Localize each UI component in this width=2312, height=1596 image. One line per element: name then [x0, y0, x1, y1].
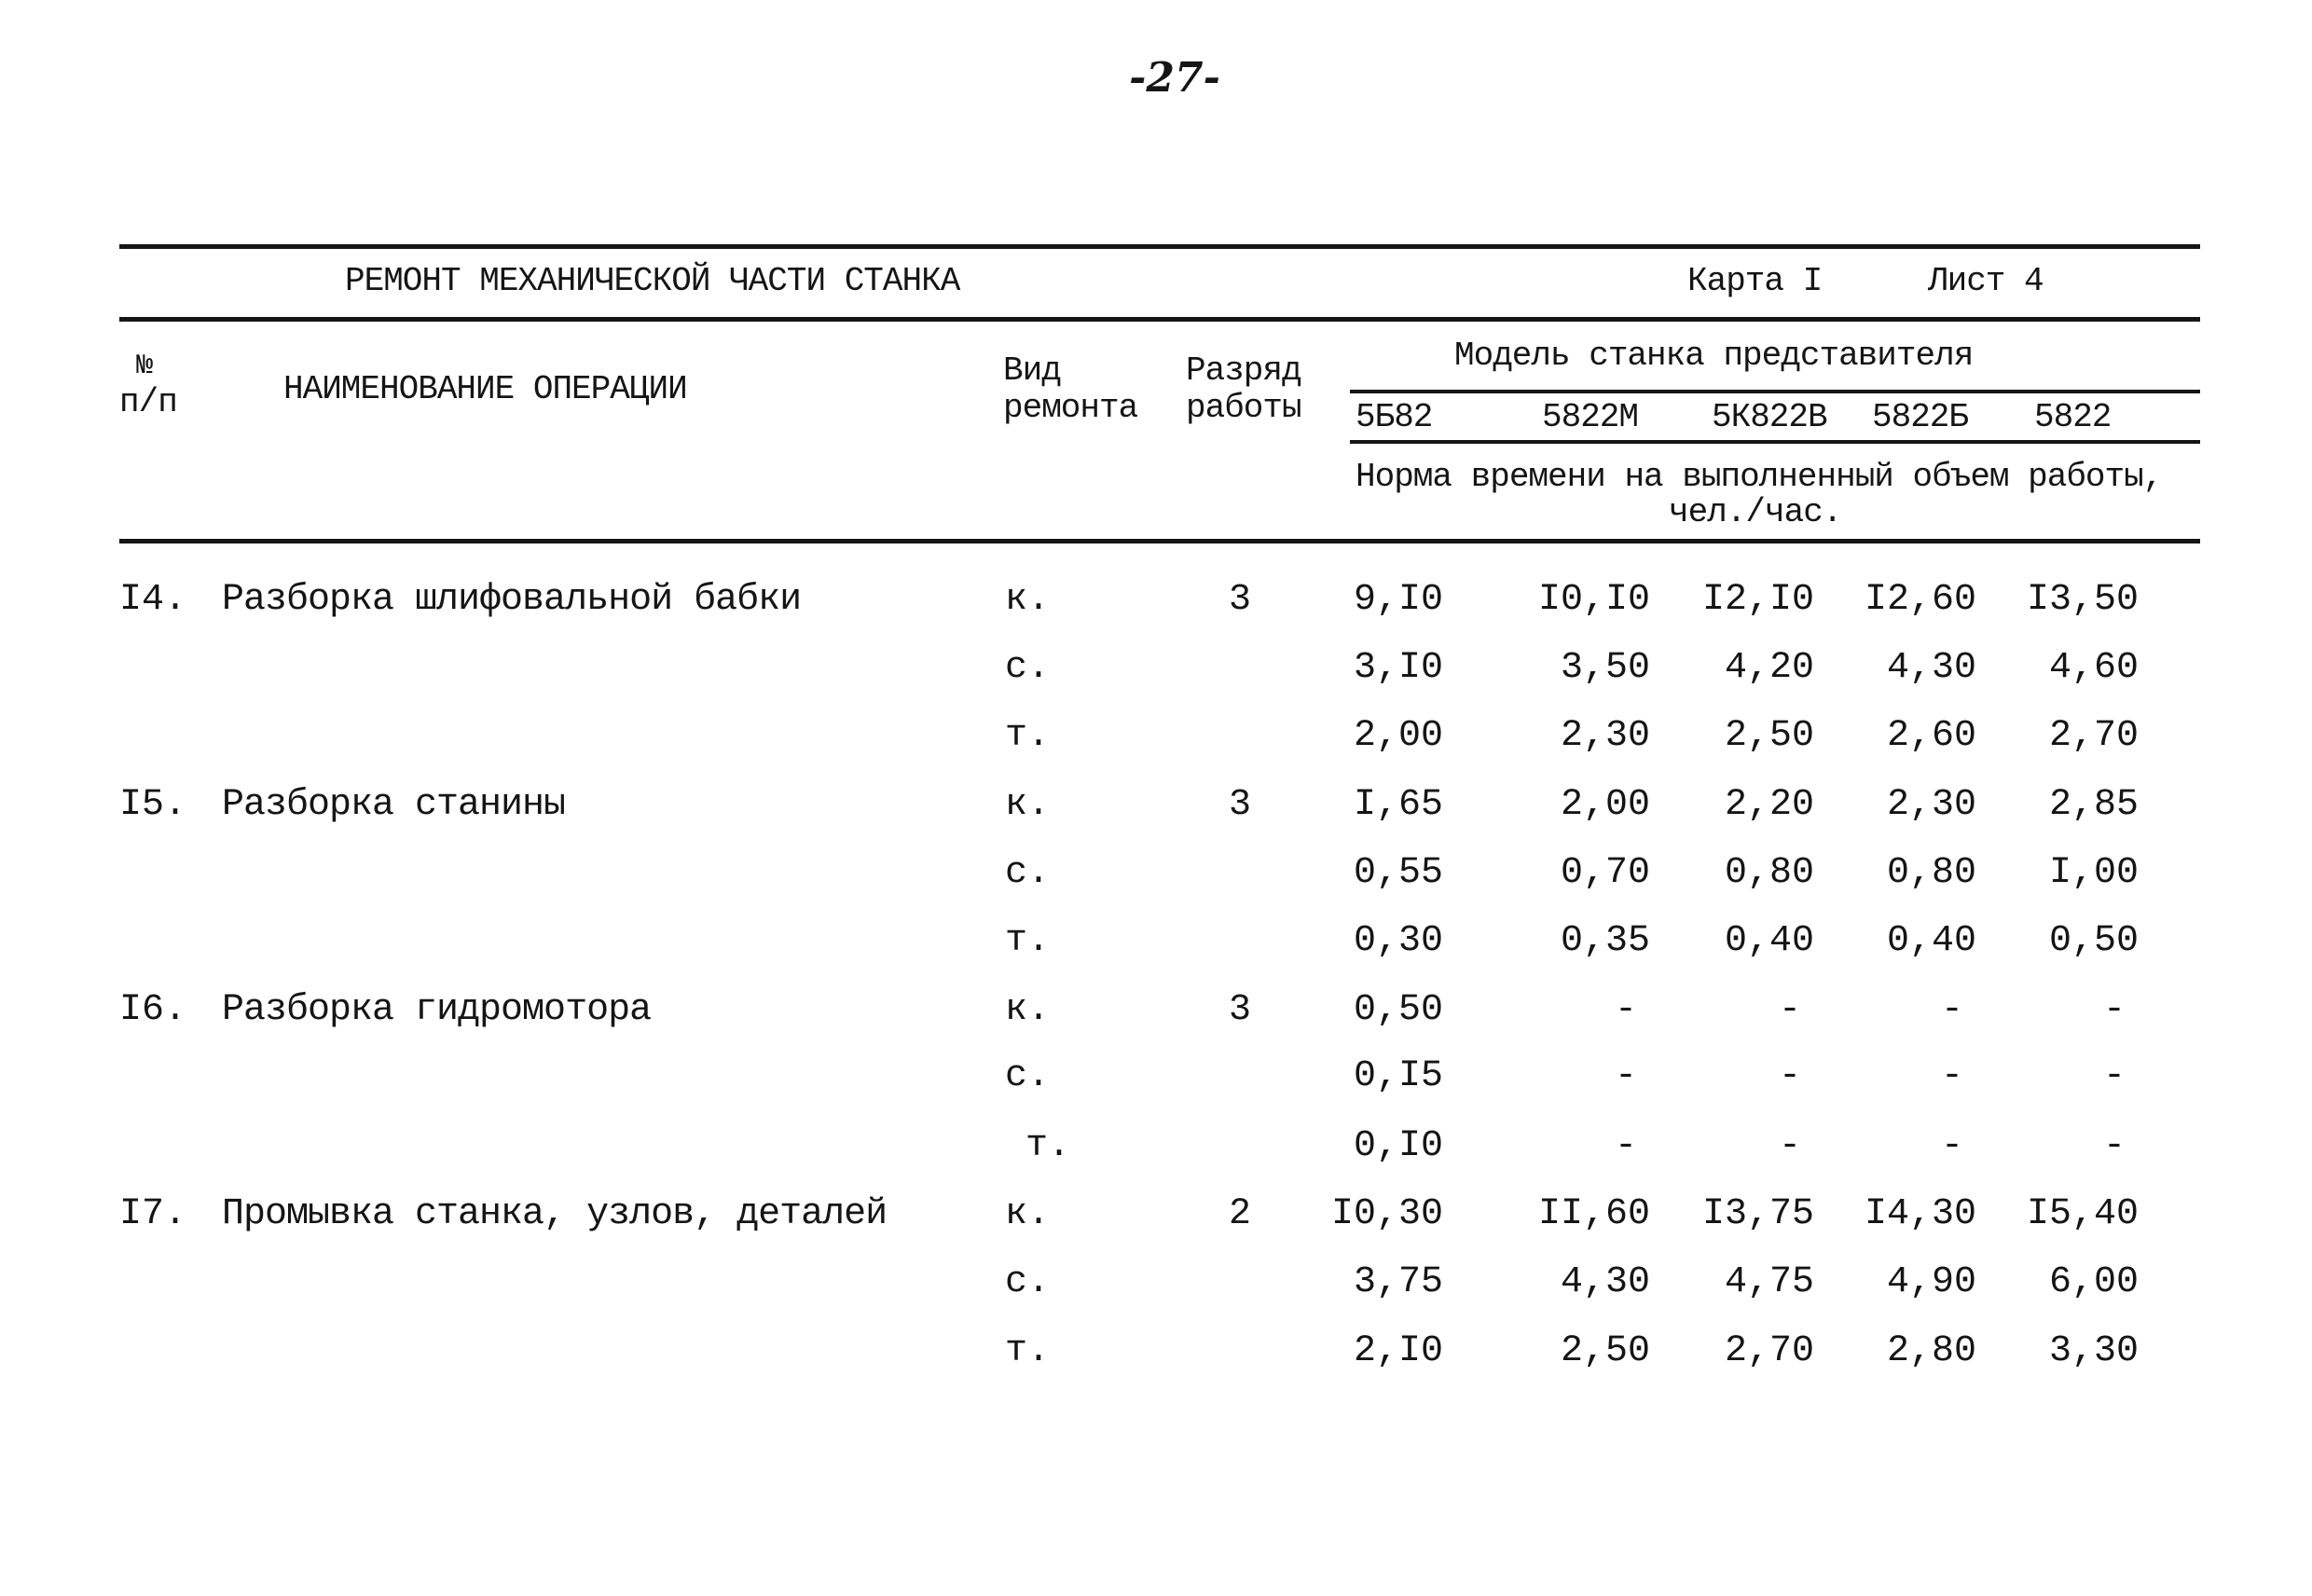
repair-type: т. [1005, 1330, 1051, 1372]
time-norm-value: 2,I0 [1353, 1330, 1443, 1372]
repair-type: с. [1005, 1055, 1051, 1097]
work-grade: 3 [1228, 579, 1251, 621]
time-norm-value: 0,30 [1353, 920, 1443, 962]
time-norm-value: 2,50 [1724, 715, 1814, 757]
operation-name: Разборка шлифовальной бабки [222, 579, 802, 621]
time-norm-value: - [1940, 1055, 1963, 1097]
time-norm-value: 0,35 [1560, 920, 1650, 962]
time-norm-value: I,65 [1353, 784, 1443, 826]
time-norm-value: 0,I5 [1353, 1055, 1443, 1097]
time-norm-value: - [1940, 989, 1963, 1031]
repair-type: к. [1005, 784, 1051, 826]
model-code: 5К822В [1712, 398, 1827, 436]
time-norm-value: 0,40 [1886, 920, 1976, 962]
operation-name: Разборка станины [222, 784, 566, 826]
repair-type: с. [1005, 1261, 1051, 1303]
norm-label-line2: чел./час. [1669, 493, 1842, 531]
repair-type: т. [1005, 715, 1051, 757]
time-norm-value: 4,60 [2048, 647, 2139, 689]
col-num-label: п/п [119, 383, 177, 421]
header-bottom-rule [119, 539, 2200, 543]
top-rule [119, 244, 2200, 249]
work-grade: 2 [1228, 1193, 1251, 1235]
time-norm-value: - [2102, 989, 2126, 1031]
model-code: 5822М [1542, 398, 1639, 436]
time-norm-value: 2,60 [1886, 715, 1976, 757]
operation-name: Промывка станка, узлов, деталей [222, 1193, 888, 1235]
repair-type: к. [1005, 579, 1051, 621]
time-norm-value: - [2102, 1055, 2126, 1097]
time-norm-value: 0,50 [1353, 989, 1443, 1031]
model-code: 5822 [2034, 398, 2112, 436]
document-title: РЕМОНТ МЕХАНИЧЕСКОЙ ЧАСТИ СТАНКА [345, 262, 960, 300]
repair-type: т. [1025, 1125, 1071, 1167]
time-norm-value: 4,30 [1560, 1261, 1650, 1303]
time-norm-value: 0,80 [1724, 852, 1814, 894]
work-grade: 3 [1228, 784, 1251, 826]
time-norm-value: I3,50 [2026, 579, 2139, 621]
row-number: I6. [119, 989, 187, 1031]
norm-label-line1: Норма времени на выполненный объем работы, [1356, 458, 2163, 496]
time-norm-value: - [1778, 1055, 1801, 1097]
model-codes-rule [1350, 440, 2200, 444]
repair-type: с. [1005, 647, 1051, 689]
time-norm-value: 4,20 [1724, 647, 1814, 689]
time-norm-value: 6,00 [2048, 1261, 2139, 1303]
time-norm-value: 2,30 [1886, 784, 1976, 826]
time-norm-value: 4,75 [1724, 1261, 1814, 1303]
time-norm-value: 4,90 [1886, 1261, 1976, 1303]
repair-type: с. [1005, 852, 1051, 894]
time-norm-value: I4,30 [1864, 1193, 1976, 1235]
model-group-rule [1350, 390, 2200, 393]
time-norm-value: 2,85 [2048, 784, 2139, 826]
col-name-label: НАИМЕНОВАНИЕ ОПЕРАЦИИ [283, 370, 687, 408]
work-grade: 3 [1228, 989, 1251, 1031]
time-norm-value: 0,55 [1353, 852, 1443, 894]
sheet-label: Лист 4 [1928, 262, 2044, 300]
repair-type: к. [1005, 989, 1051, 1031]
time-norm-value: 0,80 [1886, 852, 1976, 894]
time-norm-value: 2,00 [1560, 784, 1650, 826]
time-norm-value: 4,30 [1886, 647, 1976, 689]
time-norm-value: I2,60 [1864, 579, 1976, 621]
repair-type: к. [1005, 1193, 1051, 1235]
time-norm-value: 3,30 [2048, 1330, 2139, 1372]
time-norm-value: 2,20 [1724, 784, 1814, 826]
time-norm-value: - [1614, 1055, 1637, 1097]
time-norm-value: 0,I0 [1353, 1125, 1443, 1167]
col-repair-type-line2: ремонта [1003, 389, 1138, 427]
time-norm-value: 3,I0 [1353, 647, 1443, 689]
repair-type: т. [1005, 920, 1051, 962]
row-number: I5. [119, 784, 187, 826]
col-num-symbol: № [136, 351, 153, 382]
time-norm-value: - [2102, 1125, 2126, 1167]
time-norm-value: I0,30 [1330, 1193, 1443, 1235]
time-norm-value: I2,I0 [1701, 579, 1814, 621]
time-norm-value: - [1778, 989, 1801, 1031]
model-group-label: Модель станка представителя [1454, 337, 1974, 375]
time-norm-value: I3,75 [1701, 1193, 1814, 1235]
time-norm-value: 2,70 [1724, 1330, 1814, 1372]
operation-name: Разборка гидромотора [222, 989, 652, 1031]
time-norm-value: 2,00 [1353, 715, 1443, 757]
title-rule [119, 317, 2200, 322]
row-number: I4. [119, 579, 187, 621]
time-norm-value: II,60 [1537, 1193, 1650, 1235]
time-norm-value: - [1614, 989, 1637, 1031]
col-grade-line1: Разряд [1186, 351, 1301, 390]
col-grade-line2: работы [1186, 389, 1301, 427]
time-norm-value: 2,50 [1560, 1330, 1650, 1372]
model-code: 5822Б [1872, 398, 1969, 436]
time-norm-value: I5,40 [2026, 1193, 2139, 1235]
time-norm-value: - [1778, 1125, 1801, 1167]
time-norm-value: I0,I0 [1537, 579, 1650, 621]
time-norm-value: - [1940, 1125, 1963, 1167]
time-norm-value: 2,80 [1886, 1330, 1976, 1372]
row-number: I7. [119, 1193, 187, 1235]
time-norm-value: 0,70 [1560, 852, 1650, 894]
model-code: 5Б82 [1356, 398, 1433, 436]
time-norm-value: 0,50 [2048, 920, 2139, 962]
time-norm-value: - [1614, 1125, 1637, 1167]
time-norm-value: 9,I0 [1353, 579, 1443, 621]
time-norm-value: 0,40 [1724, 920, 1814, 962]
time-norm-value: 3,50 [1560, 647, 1650, 689]
col-repair-type-line1: Вид [1003, 351, 1061, 390]
time-norm-value: 2,70 [2048, 715, 2139, 757]
time-norm-value: I,00 [2048, 852, 2139, 894]
card-label: Карта I [1687, 262, 1823, 300]
time-norm-value: 2,30 [1560, 715, 1650, 757]
time-norm-value: 3,75 [1353, 1261, 1443, 1303]
page-number: -27- [1129, 54, 1220, 102]
